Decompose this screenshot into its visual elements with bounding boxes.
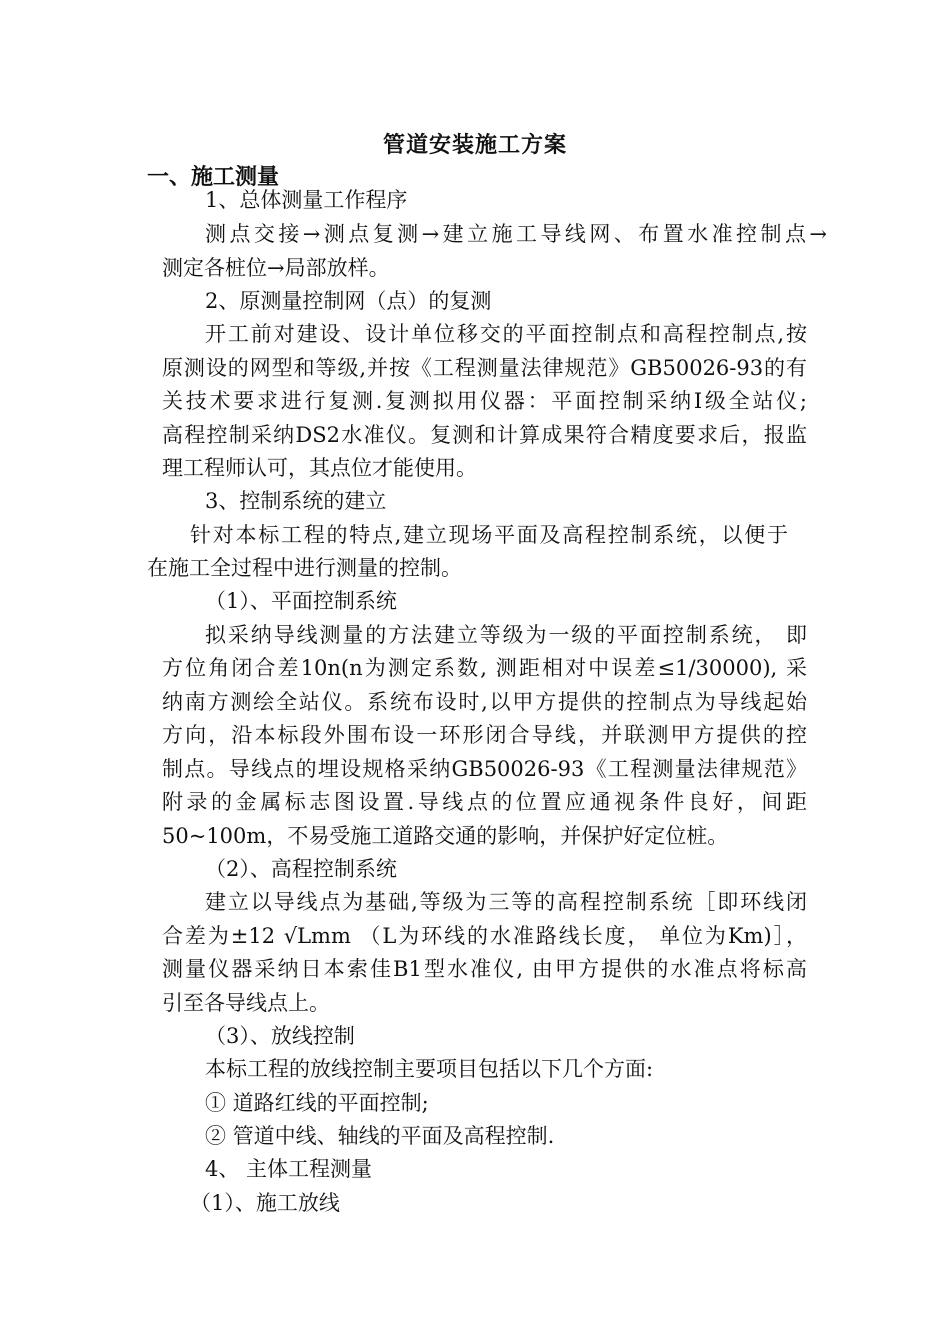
text-line: 测点交接→测点复测→建立施工导线网、布置水准控制点→ bbox=[205, 222, 827, 246]
section-heading: 一、施工测量 bbox=[147, 164, 280, 190]
text-line: ② 管道中线、轴线的平面及高程控制. bbox=[205, 1124, 555, 1148]
text-line: 建立以导线点为基础,等级为三等的高程控制系统［即环线闭 bbox=[205, 890, 807, 914]
text-line: 方位角闭合差10n(n为测定系数, 测距相对中误差≤1/30000), 采 bbox=[162, 656, 807, 680]
text-line: 制点。导线点的埋设规格采纳GB50026-93《工程测量法律规范》 bbox=[162, 757, 807, 781]
text-line: 高程控制采纳DS2水准仪。复测和计算成果符合精度要求后，报监 bbox=[162, 423, 807, 447]
document-title: 管道安装施工方案 bbox=[382, 132, 567, 158]
text-line: （2）、高程控制系统 bbox=[205, 857, 397, 881]
text-line: 在施工全过程中进行测量的控制。 bbox=[147, 556, 462, 580]
text-line: 拟采纳导线测量的方法建立等级为一级的平面控制系统， 即 bbox=[205, 623, 807, 647]
text-line: 3、控制系统的建立 bbox=[205, 489, 387, 513]
text-line: ① 道路红线的平面控制; bbox=[205, 1091, 429, 1115]
text-line: 4、 主体工程测量 bbox=[205, 1157, 373, 1181]
text-line: 测定各桩位→局部放样。 bbox=[162, 256, 390, 280]
text-line: 合差为±12 √Lmm （L为环线的水准路线长度， 单位为Km)］， bbox=[162, 924, 807, 948]
text-line: 1、总体测量工作程序 bbox=[205, 188, 408, 212]
text-line: 针对本标工程的特点,建立现场平面及高程控制系统，以便于 bbox=[190, 523, 788, 547]
text-line: 方向，沿本标段外围布设一环形闭合导线，并联测甲方提供的控 bbox=[162, 723, 807, 747]
text-line: 关技术要求进行复测.复测拟用仪器：平面控制采纳Ⅰ级全站仪; bbox=[162, 389, 807, 413]
text-line: 原测设的网型和等级,并按《工程测量法律规范》GB50026-93的有 bbox=[162, 356, 807, 380]
text-line: 纳南方测绘全站仪。系统布设时,以甲方提供的控制点为导线起始 bbox=[162, 690, 807, 714]
text-line: 开工前对建设、设计单位移交的平面控制点和高程控制点,按 bbox=[205, 322, 807, 346]
text-line: 引至各导线点上。 bbox=[162, 991, 330, 1015]
text-line: （3）、放线控制 bbox=[205, 1024, 355, 1048]
text-line: 本标工程的放线控制主要项目包括以下几个方面: bbox=[205, 1057, 654, 1081]
text-line: 附录的金属标志图设置.导线点的位置应通视条件良好，间距 bbox=[162, 790, 807, 814]
text-line: （1）、平面控制系统 bbox=[205, 589, 397, 613]
text-line: 测量仪器采纳日本索佳B1型水准仪, 由甲方提供的水准点将标高 bbox=[162, 957, 807, 981]
text-line: 2、原测量控制网（点）的复测 bbox=[205, 289, 492, 313]
text-line: （1）、施工放线 bbox=[190, 1191, 340, 1215]
text-line: 50~100m，不易受施工道路交通的影响，并保护好定位桩。 bbox=[162, 824, 729, 848]
text-line: 理工程师认可，其点位才能使用。 bbox=[162, 456, 477, 480]
